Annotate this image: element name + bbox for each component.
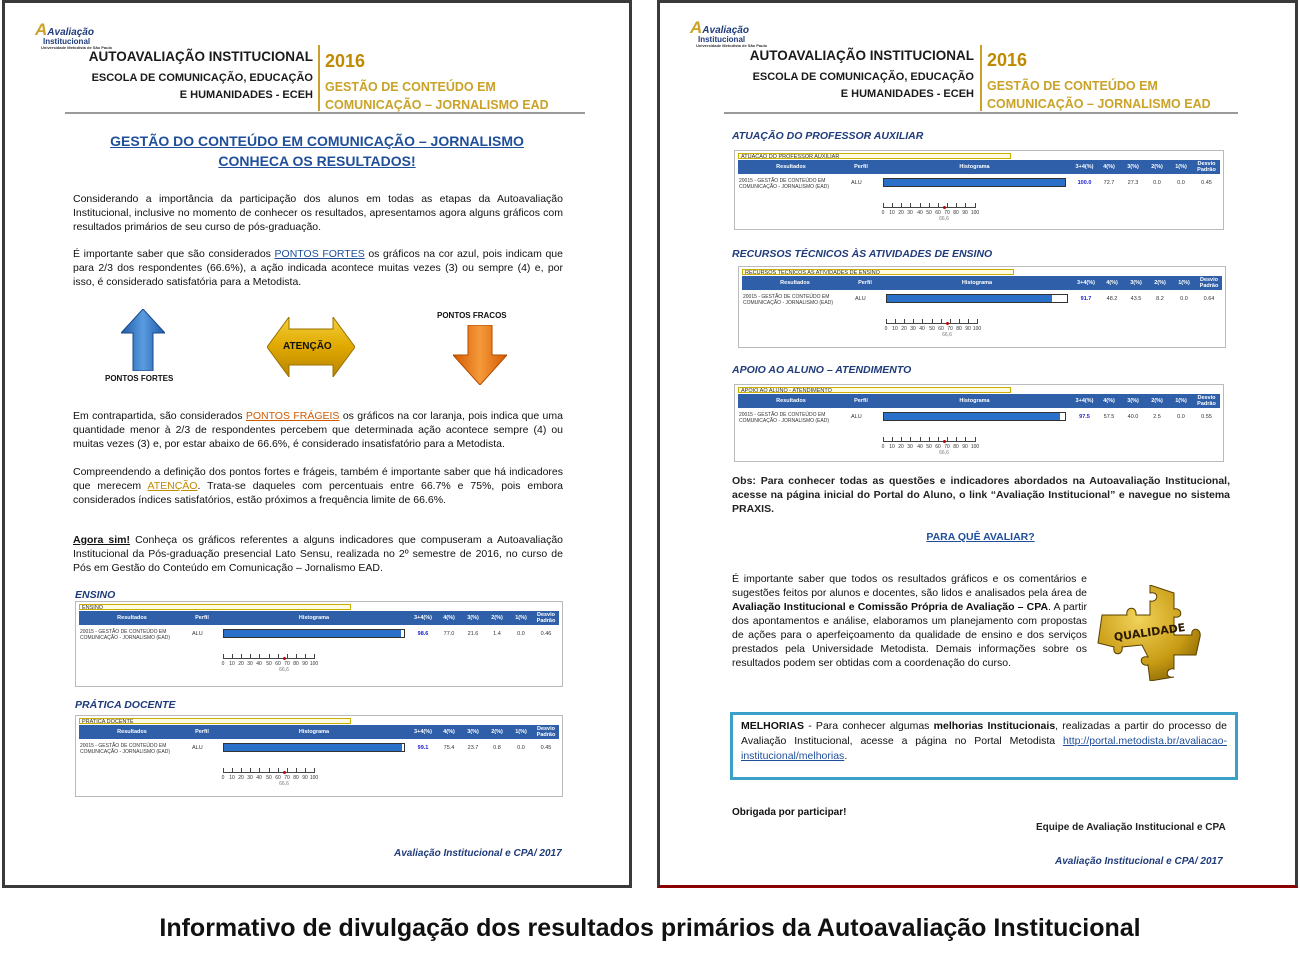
page-title-line2: CONHECA OS RESULTADOS! bbox=[218, 153, 416, 169]
axis-tick bbox=[929, 203, 930, 208]
axis-tick-label: 90 bbox=[962, 210, 968, 216]
chart-recursos-tecnicos bbox=[738, 266, 1226, 348]
axis-tick-label: 50 bbox=[929, 326, 935, 332]
axis-tick-label: 90 bbox=[962, 444, 968, 450]
result-label: 20015 - GESTÃO DE CONTEÚDO EM COMUNICAÇÃO - JORNALISMO (EAD) bbox=[743, 294, 834, 306]
axis-tick-label: 20 bbox=[238, 775, 244, 781]
axis-tick-label: 0 bbox=[221, 661, 225, 667]
page-right bbox=[657, 0, 1298, 888]
axis-tick bbox=[938, 203, 939, 208]
col-c34: 3+4(%) bbox=[1077, 280, 1095, 286]
header-school-1: ESCOLA DE COMUNICAÇÃO, EDUCAÇÃO bbox=[91, 72, 313, 84]
strong-term: PONTOS FORTES bbox=[274, 248, 365, 260]
header-left bbox=[65, 49, 313, 104]
header2-school-2: E HUMANIDADES - ECEH bbox=[840, 88, 974, 100]
obs-paragraph: Obs: Para conhecer todas as questões e indicadores abordados na Autoavaliação Institucional, acesse na página inicial do Portal do Aluno, o link “Avaliação Institucional” e navegue no sistema PRAXIS. bbox=[732, 475, 1230, 515]
chart-box-title: ATUACAO DO PROFESSOR AUXILIAR bbox=[738, 153, 1011, 159]
value-c3: 27.3 bbox=[1127, 180, 1139, 186]
axis-tick-label: 90 bbox=[302, 775, 308, 781]
axis-tick-label: 40 bbox=[256, 775, 262, 781]
axis-tick-label: 0 bbox=[881, 444, 885, 450]
col-perfil: Perfil bbox=[195, 615, 209, 621]
logo2-line1: Avaliação bbox=[702, 25, 749, 36]
axis-tick bbox=[920, 203, 921, 208]
value-c1: 0.0 bbox=[1180, 296, 1188, 302]
svg-text:QUALIDADE: QUALIDADE bbox=[1113, 620, 1187, 644]
header-right-2 bbox=[987, 50, 1211, 113]
axis-tick bbox=[901, 203, 902, 208]
thanks-text: Obrigada por participar! bbox=[732, 807, 847, 818]
axis-tick-label: 10 bbox=[229, 775, 235, 781]
axis-tick bbox=[296, 654, 297, 659]
footer-left: Avaliação Institucional e CPA/ 2017 bbox=[394, 848, 562, 859]
header-underline bbox=[65, 112, 585, 114]
axis-tick-label: 0 bbox=[221, 775, 225, 781]
weak-term: PONTOS FRÁGEIS bbox=[245, 410, 340, 422]
axis-tick bbox=[287, 768, 288, 773]
header-underline-2 bbox=[724, 112, 1238, 114]
histogram-bar-fill bbox=[224, 630, 401, 637]
threshold-marker bbox=[946, 322, 949, 325]
axis-tick-label: 100 bbox=[309, 661, 319, 667]
value-c34: 99.1 bbox=[417, 745, 429, 751]
col-perfil: Perfil bbox=[858, 280, 872, 286]
histogram-bar-fill bbox=[884, 179, 1065, 186]
section-pratica-docente: PRÁTICA DOCENTE bbox=[75, 699, 176, 711]
axis-tick-label: 70 bbox=[947, 326, 953, 332]
value-c34: 97.5 bbox=[1079, 414, 1090, 420]
col-c34: 3+4(%) bbox=[1075, 398, 1094, 404]
col-dp: Desvio Padrão bbox=[1197, 395, 1216, 407]
axis-tick bbox=[941, 319, 942, 324]
threshold-label: 66,6 bbox=[279, 781, 289, 787]
axis-tick-label: 80 bbox=[956, 326, 962, 332]
axis-tick-label: 80 bbox=[953, 444, 959, 450]
axis-tick bbox=[886, 319, 887, 324]
col-dp: Desvio Padrão bbox=[1199, 277, 1219, 289]
axis-tick-label: 70 bbox=[944, 444, 950, 450]
axis-tick bbox=[250, 654, 251, 659]
axis-tick bbox=[938, 437, 939, 442]
chart-box-title: ENSINO bbox=[79, 604, 351, 610]
axis-tick bbox=[922, 319, 923, 324]
col-c3: 3(%) bbox=[1127, 398, 1139, 404]
axis-tick bbox=[305, 654, 306, 659]
logo-line1: Avaliação bbox=[47, 27, 94, 38]
value-c3: 23.7 bbox=[467, 745, 479, 751]
col-histograma: Histograma bbox=[959, 398, 990, 404]
col-resultados: Resultados bbox=[776, 398, 806, 404]
col-c4: 4(%) bbox=[443, 615, 455, 621]
axis-tick bbox=[314, 654, 315, 659]
axis-tick bbox=[910, 203, 911, 208]
header-course-2: COMUNICAÇÃO – JORNALISMO EAD bbox=[325, 98, 549, 112]
axis-tick bbox=[241, 768, 242, 773]
header-right bbox=[325, 51, 549, 114]
axis-tick bbox=[892, 203, 893, 208]
chart-professor-auxiliar bbox=[734, 150, 1224, 230]
axis-tick-label: 40 bbox=[917, 210, 923, 216]
axis-tick-label: 10 bbox=[892, 326, 898, 332]
axis-tick-label: 20 bbox=[238, 661, 244, 667]
down-arrow-icon bbox=[453, 325, 507, 390]
col-c1: 1(%) bbox=[515, 615, 527, 621]
col-c1: 1(%) bbox=[1178, 280, 1190, 286]
axis-tick bbox=[269, 768, 270, 773]
axis-tick-label: 20 bbox=[898, 210, 904, 216]
value-c2: 0.0 bbox=[1153, 180, 1161, 186]
axis-tick bbox=[968, 319, 969, 324]
value-c4: 48.2 bbox=[1106, 296, 1118, 302]
axis-tick bbox=[910, 437, 911, 442]
axis-tick bbox=[259, 654, 260, 659]
col-resultados: Resultados bbox=[117, 729, 147, 735]
axis-tick bbox=[223, 768, 224, 773]
axis-tick-label: 30 bbox=[247, 661, 253, 667]
axis-tick bbox=[965, 203, 966, 208]
axis-tick-label: 60 bbox=[935, 444, 941, 450]
axis-tick bbox=[883, 203, 884, 208]
value-dp: 0.45 bbox=[540, 745, 552, 751]
value-c2: 0.8 bbox=[493, 745, 501, 751]
histogram-bar bbox=[223, 743, 405, 752]
chart-header-row bbox=[738, 160, 1220, 174]
axis-tick bbox=[895, 319, 896, 324]
axis-tick-label: 60 bbox=[275, 775, 281, 781]
value-c1: 0.0 bbox=[517, 631, 525, 637]
logo2-line2: Institucional bbox=[698, 35, 746, 44]
col-dp: Desvio Padrão bbox=[536, 612, 556, 624]
col-c2: 2(%) bbox=[1154, 280, 1166, 286]
chart-pratica-docente bbox=[75, 715, 563, 797]
col-c2: 2(%) bbox=[491, 729, 503, 735]
histogram-bar-fill bbox=[224, 744, 402, 751]
histogram-bar-fill bbox=[887, 295, 1052, 302]
col-c2: 2(%) bbox=[1151, 398, 1163, 404]
axis-tick bbox=[223, 654, 224, 659]
logo: AAvaliação Institucional Universidade Metodista de São Paulo bbox=[35, 20, 113, 50]
axis-tick-label: 80 bbox=[953, 210, 959, 216]
section-apoio-aluno: APOIO AO ALUNO – ATENDIMENTO bbox=[732, 364, 912, 376]
axis-tick bbox=[883, 437, 884, 442]
col-c4: 4(%) bbox=[443, 729, 455, 735]
now-term: Agora sim! bbox=[73, 534, 131, 546]
axis-tick-label: 90 bbox=[965, 326, 971, 332]
value-c4: 75.4 bbox=[443, 745, 455, 751]
axis-tick bbox=[975, 203, 976, 208]
intro-paragraph: Considerando a importância da participação dos alunos em todas as etapas da Autoavaliação Institucional, inclusive no momento de conhecer os resultados, apresentamos agora alguns gráficos com resultados primários de seu curso de pós-graduação. bbox=[73, 193, 563, 233]
value-c1: 0.0 bbox=[517, 745, 525, 751]
col-histograma: Histograma bbox=[959, 164, 990, 170]
col-c2: 2(%) bbox=[1151, 164, 1163, 170]
chart-header-row bbox=[738, 394, 1220, 408]
histogram-bar-fill bbox=[884, 413, 1060, 420]
axis-tick-label: 60 bbox=[935, 210, 941, 216]
arrow-strong-label: PONTOS FORTES bbox=[105, 374, 174, 383]
axis-tick bbox=[901, 437, 902, 442]
axis-tick-label: 90 bbox=[302, 661, 308, 667]
profile-value: ALU bbox=[851, 180, 862, 186]
axis-tick bbox=[947, 437, 948, 442]
chart-header-row bbox=[79, 611, 559, 625]
col-c3: 3(%) bbox=[467, 615, 479, 621]
axis-tick bbox=[278, 768, 279, 773]
section-recursos-tecnicos: RECURSOS TÉCNICOS ÀS ATIVIDADES DE ENSINO bbox=[732, 248, 993, 260]
threshold-marker bbox=[283, 657, 286, 660]
axis-tick bbox=[956, 203, 957, 208]
chart-ensino bbox=[75, 601, 563, 687]
strong-paragraph: É importante saber que são considerados PONTOS FORTES os gráficos na cor azul, pois indicam que para 2/3 dos respondentes (66.6%), a ação indicada acontece muitas vezes (3) ou sempre (4) e, por isso, é considerado satisfatória para a Metodista. bbox=[73, 248, 563, 288]
col-c4: 4(%) bbox=[1103, 398, 1115, 404]
header-year: 2016 bbox=[325, 51, 366, 71]
axis-tick-label: 30 bbox=[910, 326, 916, 332]
col-perfil: Perfil bbox=[195, 729, 209, 735]
value-c2: 8.2 bbox=[1156, 296, 1164, 302]
page-title-line1: GESTÃO DO CONTEÚDO EM COMUNICAÇÃO – JORNALISMO bbox=[110, 133, 524, 149]
axis-tick bbox=[232, 768, 233, 773]
axis-tick-label: 10 bbox=[889, 210, 895, 216]
col-perfil: Perfil bbox=[854, 398, 868, 404]
chart-apoio-aluno bbox=[734, 384, 1224, 462]
axis-tick bbox=[975, 437, 976, 442]
figure-caption: Informativo de divulgação dos resultados primários da Autoavaliação Institucional bbox=[159, 914, 1141, 942]
axis-tick bbox=[314, 768, 315, 773]
axis-tick bbox=[947, 203, 948, 208]
axis-tick bbox=[296, 768, 297, 773]
threshold-label: 66,6 bbox=[939, 216, 949, 222]
result-label: 20015 - GESTÃO DE CONTEÚDO EM COMUNICAÇÃO - JORNALISMO (EAD) bbox=[739, 178, 830, 190]
axis-tick-label: 10 bbox=[229, 661, 235, 667]
chart-box-title: PRATICA DOCENTE bbox=[79, 718, 351, 724]
profile-value: ALU bbox=[855, 296, 866, 302]
axis-tick-label: 40 bbox=[917, 444, 923, 450]
section-professor-auxiliar: ATUAÇÃO DO PROFESSOR AUXILIAR bbox=[732, 130, 924, 142]
axis-tick bbox=[959, 319, 960, 324]
header2-course-1: GESTÃO DE CONTEÚDO EM bbox=[987, 79, 1158, 93]
axis-tick-label: 10 bbox=[889, 444, 895, 450]
axis-tick-label: 60 bbox=[275, 661, 281, 667]
value-c34: 100.0 bbox=[1077, 180, 1092, 186]
axis-tick bbox=[305, 768, 306, 773]
melhorias-link[interactable]: http://portal.metodista.br/avaliacao-institucional/melhorias bbox=[741, 735, 1227, 762]
col-histograma: Histograma bbox=[298, 729, 330, 735]
arrow-weak-label: PONTOS FRACOS bbox=[437, 311, 507, 320]
header2-school-1: ESCOLA DE COMUNICAÇÃO, EDUCAÇÃO bbox=[752, 71, 974, 83]
value-c2: 1.4 bbox=[493, 631, 501, 637]
axis-tick-label: 100 bbox=[309, 775, 319, 781]
now-paragraph: Agora sim! Conheça os gráficos referentes a alguns indicadores que compuseram a Autoavaliação Institucional da Pós-graduação presencial Lato Sensu, realizada no 2º semestre de 2016, no curso de Pós em Gestão do Conteúdo em Comunicação – Jornalismo EAD. bbox=[73, 534, 563, 574]
col-c3: 3(%) bbox=[1130, 280, 1142, 286]
axis-tick-label: 20 bbox=[901, 326, 907, 332]
col-c2: 2(%) bbox=[491, 615, 503, 621]
section-ensino: ENSINO bbox=[75, 589, 116, 601]
col-c1: 1(%) bbox=[1175, 164, 1187, 170]
axis-tick bbox=[913, 319, 914, 324]
value-c3: 21.6 bbox=[467, 631, 479, 637]
header-title: AUTOAVALIAÇÃO INSTITUCIONAL bbox=[88, 49, 313, 64]
axis-tick-label: 40 bbox=[919, 326, 925, 332]
axis-tick-label: 0 bbox=[881, 210, 885, 216]
axis-tick-label: 50 bbox=[266, 661, 272, 667]
logo-line2: Institucional bbox=[43, 37, 91, 46]
page-left bbox=[2, 0, 632, 888]
histogram-bar bbox=[883, 412, 1066, 421]
col-c4: 4(%) bbox=[1106, 280, 1118, 286]
value-c3: 40.0 bbox=[1127, 414, 1139, 420]
logo2-line3: Universidade Metodista de São Paulo bbox=[696, 43, 768, 48]
axis-tick-label: 80 bbox=[293, 661, 299, 667]
melhorias-box: MELHORIAS - Para conhecer algumas melhorias Institucionais, realizadas a partir do processo de Avaliação Institucional, acesse a página no Portal Metodista http://portal.metodista.br/avaliacao-institucional/melhorias. bbox=[730, 712, 1238, 780]
col-c3: 3(%) bbox=[1127, 164, 1139, 170]
axis-tick-label: 70 bbox=[284, 661, 290, 667]
value-c4: 77.0 bbox=[443, 631, 455, 637]
axis-tick bbox=[278, 654, 279, 659]
footer-right: Avaliação Institucional e CPA/ 2017 bbox=[1055, 856, 1223, 867]
axis-tick bbox=[259, 768, 260, 773]
threshold-marker bbox=[943, 440, 946, 443]
axis-tick bbox=[892, 437, 893, 442]
threshold-marker bbox=[943, 206, 946, 209]
header2-year: 2016 bbox=[987, 50, 1028, 70]
quality-puzzle-image bbox=[1092, 585, 1202, 686]
value-c3: 43.5 bbox=[1130, 296, 1142, 302]
axis-tick bbox=[965, 437, 966, 442]
result-label: 20015 - GESTÃO DE CONTEÚDO EM COMUNICAÇÃO - JORNALISMO (EAD) bbox=[80, 743, 171, 755]
threshold-label: 66,6 bbox=[942, 332, 952, 338]
value-dp: 0.46 bbox=[540, 631, 552, 637]
value-dp: 0.55 bbox=[1201, 414, 1212, 420]
result-label: 20015 - GESTÃO DE CONTEÚDO EM COMUNICAÇÃO - JORNALISMO (EAD) bbox=[739, 412, 830, 424]
col-c1: 1(%) bbox=[515, 729, 527, 735]
col-resultados: Resultados bbox=[117, 615, 147, 621]
header-divider bbox=[318, 45, 320, 111]
col-dp: Desvio Padrão bbox=[1197, 161, 1216, 173]
header-course-1: GESTÃO DE CONTEÚDO EM bbox=[325, 80, 496, 94]
col-resultados: Resultados bbox=[776, 164, 806, 170]
result-label: 20015 - GESTÃO DE CONTEÚDO EM COMUNICAÇÃO - JORNALISMO (EAD) bbox=[80, 629, 171, 641]
threshold-marker bbox=[283, 771, 286, 774]
value-c1: 0.0 bbox=[1177, 180, 1185, 186]
axis-tick-label: 80 bbox=[293, 775, 299, 781]
axis-tick bbox=[241, 654, 242, 659]
axis-tick-label: 100 bbox=[970, 444, 980, 450]
profile-value: ALU bbox=[851, 414, 862, 420]
value-dp: 0.64 bbox=[1203, 296, 1215, 302]
axis-tick-label: 50 bbox=[926, 210, 932, 216]
weak-paragraph: Em contrapartida, são considerados PONTOS FRÁGEIS os gráficos na cor laranja, pois indica que uma quantidade menor à 2/3 de respondentes percebem que determinada ação acontece sempre (4) ou muitas vezes (3) e, por estar abaixo de 66.6%, é considerado insatisfatório para a Metodista. bbox=[73, 410, 563, 450]
histogram-bar bbox=[223, 629, 405, 638]
page-title bbox=[5, 132, 629, 170]
axis-tick bbox=[269, 654, 270, 659]
value-c34: 91.7 bbox=[1080, 296, 1092, 302]
histogram-bar bbox=[883, 178, 1066, 187]
team-text: Equipe de Avaliação Institucional e CPA bbox=[1036, 822, 1226, 833]
axis-tick-label: 100 bbox=[970, 210, 980, 216]
col-c1: 1(%) bbox=[1175, 398, 1187, 404]
threshold-label: 66,6 bbox=[939, 450, 949, 456]
threshold-label: 66,6 bbox=[279, 667, 289, 673]
axis-tick-label: 100 bbox=[972, 326, 982, 332]
axis-tick bbox=[950, 319, 951, 324]
why-paragraph: É importante saber que todos os resultados gráficos e os comentários e sugestões feitos por alunos e docentes, são lidos e analisados pela área de Avaliação Institucional e Comissão Própria de Avaliação – CPA. A partir dos apontamentos e análise, elaboramos um planejamento com propostas de ações para o aperfeiçoamento da qualidade de ensino e dos serviços prestados pela Universidade Metodista. Demais informações sobre os resultados podem ser obtidas com a coordenação do curso. bbox=[732, 573, 1087, 669]
value-dp: 0.45 bbox=[1201, 180, 1212, 186]
header-school-2: E HUMANIDADES - ECEH bbox=[179, 89, 313, 101]
header-left-2 bbox=[724, 48, 974, 103]
header2-title: AUTOAVALIAÇÃO INSTITUCIONAL bbox=[749, 48, 974, 63]
logo-2: AAvaliação Institucional Universidade Metodista de São Paulo bbox=[690, 18, 768, 48]
col-c4: 4(%) bbox=[1103, 164, 1115, 170]
axis-tick-label: 40 bbox=[256, 661, 262, 667]
axis-tick bbox=[287, 654, 288, 659]
axis-tick bbox=[920, 437, 921, 442]
axis-tick bbox=[977, 319, 978, 324]
chart-box-title: APOIO AO ALUNO - ATENDIMENTO bbox=[738, 387, 1011, 393]
value-c34: 98.6 bbox=[417, 631, 429, 637]
chart-header-row bbox=[742, 276, 1222, 290]
header2-course-2: COMUNICAÇÃO – JORNALISMO EAD bbox=[987, 97, 1211, 111]
histogram-bar bbox=[886, 294, 1068, 303]
axis-tick-label: 30 bbox=[907, 210, 913, 216]
chart-box-title: RECURSOS TECNICOS AS ATIVIDADES DE ENSINO bbox=[742, 269, 1014, 275]
axis-tick bbox=[932, 319, 933, 324]
axis-tick-label: 30 bbox=[907, 444, 913, 450]
header-divider-2 bbox=[980, 45, 982, 111]
axis-tick-label: 70 bbox=[284, 775, 290, 781]
value-c4: 57.5 bbox=[1103, 414, 1115, 420]
axis-tick bbox=[232, 654, 233, 659]
col-c3: 3(%) bbox=[467, 729, 479, 735]
attention-paragraph: Compreendendo a definição dos pontos fortes e frágeis, também é importante saber que há indicadores que merecem ATENÇÃO. Trata-se daqueles com percentuais entre 66.7% e 75%, pois embora considerados índices satisfatórios, estão próximos a frequência limite de 66.6%. bbox=[73, 466, 563, 506]
attention-term: ATENÇÃO bbox=[147, 480, 198, 492]
axis-tick-label: 50 bbox=[266, 775, 272, 781]
arrow-attention-label: ATENÇÃO bbox=[283, 341, 332, 352]
axis-tick-label: 60 bbox=[938, 326, 944, 332]
value-c1: 0.0 bbox=[1177, 414, 1185, 420]
col-c34: 3+4(%) bbox=[414, 729, 432, 735]
profile-value: ALU bbox=[192, 745, 203, 751]
profile-value: ALU bbox=[192, 631, 203, 637]
logo-line3: Universidade Metodista de São Paulo bbox=[41, 45, 113, 50]
col-histograma: Histograma bbox=[298, 615, 330, 621]
up-arrow-icon bbox=[121, 309, 165, 376]
value-c4: 72.7 bbox=[1103, 180, 1115, 186]
axis-tick-label: 30 bbox=[247, 775, 253, 781]
col-resultados: Resultados bbox=[780, 280, 810, 286]
axis-tick bbox=[250, 768, 251, 773]
axis-tick bbox=[904, 319, 905, 324]
axis-tick-label: 50 bbox=[926, 444, 932, 450]
value-c2: 2.5 bbox=[1153, 414, 1161, 420]
col-histograma: Histograma bbox=[961, 280, 993, 286]
col-dp: Desvio Padrão bbox=[536, 726, 556, 738]
axis-tick bbox=[956, 437, 957, 442]
col-c34: 3+4(%) bbox=[1075, 164, 1094, 170]
axis-tick bbox=[929, 437, 930, 442]
axis-tick-label: 0 bbox=[884, 326, 888, 332]
why-title: PARA QUÊ AVALIAR? bbox=[926, 531, 1035, 543]
axis-tick-label: 70 bbox=[944, 210, 950, 216]
axis-tick-label: 20 bbox=[898, 444, 904, 450]
chart-header-row bbox=[79, 725, 559, 739]
col-c34: 3+4(%) bbox=[414, 615, 432, 621]
col-perfil: Perfil bbox=[854, 164, 868, 170]
